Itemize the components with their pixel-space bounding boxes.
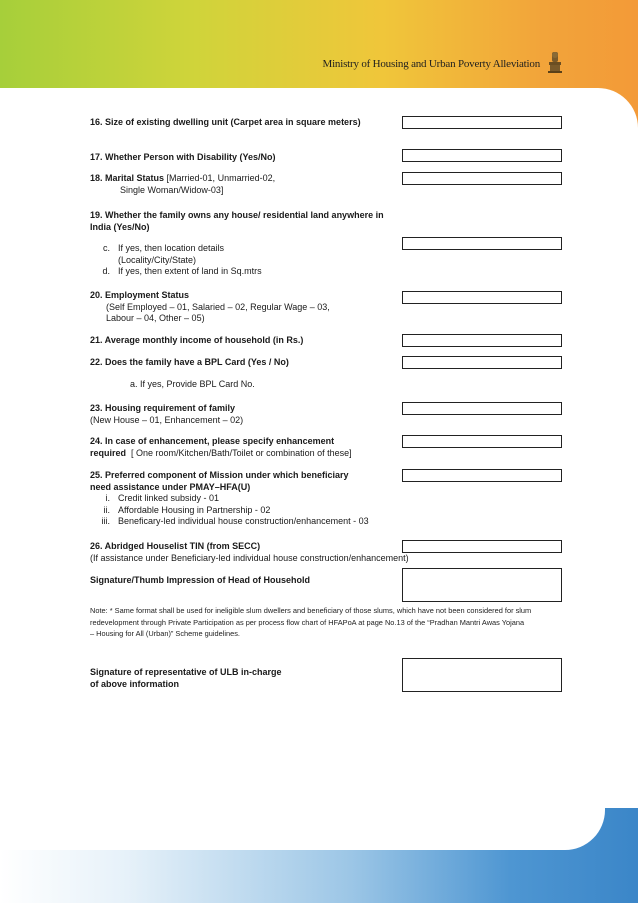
list-item: iii. Beneficary-led individual house construction/enhancement - 03 [101,516,369,526]
answer-field-18[interactable] [402,172,562,185]
question-24-label-2: required [90,447,127,458]
question-20-options-1: (Self Employed – 01, Salaried – 02, Regular Wage – 03, [106,301,330,312]
question-25-label: 25. Preferred component of Mission under which beneficiary [90,470,349,480]
question-23-options: (New House – 01, Enhancement – 02) [90,414,244,425]
signature-ulb-label-2: of above information [90,678,180,689]
question-18-options-1: [Married-01, Unmarried-02, [166,173,276,183]
question-25-label-2: need assistance under PMAY–HFA(U) [90,481,251,492]
question-26-label: 26. Abridged Houselist TIN (from SECC) [90,541,261,551]
question-19-label: 19. Whether the family owns any house/ residential land anywhere in India (Yes/No) [90,210,384,232]
page-body [0,88,638,848]
question-20-options-2: Labour – 04, Other – 05) [106,313,205,323]
question-19-c-text: If yes, then location details [118,243,225,253]
question-17 [90,152,410,164]
question-22-label: 22. Does the family have a BPL Card (Yes / No) [90,357,289,367]
page-number: 33 [538,842,548,853]
question-18 [90,173,410,196]
question-21 [90,335,410,347]
question-21-label: 21. Average monthly income of household (in Rs.) [90,335,304,345]
question-18-options-2: Single Woman/Widow-03] [120,184,224,195]
question-16 [90,117,410,129]
question-22 [90,357,410,369]
footnote-line-1: Note: * Same format shall be used for ineligible slum dwellers and beneficiary of those slums, which have not been considered for slum [90,606,532,615]
answer-field-22[interactable] [402,356,562,369]
question-19-c-text-2: (Locality/City/State) [118,254,197,265]
answer-field-21[interactable] [402,334,562,347]
question-26-detail: (If assistance under Beneficiary-led individual house construction/enhancement) [90,552,409,563]
question-23 [90,403,410,426]
answer-field-25[interactable] [402,469,562,482]
answer-field-26[interactable] [402,540,562,553]
answer-field-23[interactable] [402,402,562,415]
question-24-options: [ One room/Kitchen/Bath/Toilet or combination of these] [131,447,352,458]
signature-ulb-label: Signature of representative of ULB in-charge [90,667,282,677]
question-16-label: 16. Size of existing dwelling unit (Carpet area in square meters) [90,117,361,127]
answer-field-24[interactable] [402,435,562,448]
signature-ulb-section [90,667,410,690]
signature-head-box[interactable] [402,568,562,602]
question-19-c [90,243,410,278]
question-24 [90,436,420,459]
question-17-label: 17. Whether Person with Disability (Yes/No) [90,152,276,162]
answer-field-19[interactable] [402,237,562,250]
question-22-a [90,379,410,391]
ministry-title: Ministry of Housing and Urban Poverty Alleviation [322,58,540,70]
answer-field-16[interactable] [402,116,562,129]
question-20-label: 20. Employment Status [90,290,190,300]
national-emblem-icon [546,50,564,74]
footnote-line-2: redevelopment through Private Participation as per process flow chart of HFAPoA at page No.13 of the “Pradhan Mantri Awas Yojana [90,617,525,627]
signature-ulb-box[interactable] [402,658,562,692]
footnote-line-3: – Housing for All (Urban)” Scheme guidelines. [90,629,240,638]
footnote [90,605,562,640]
answer-field-17[interactable] [402,149,562,162]
question-19 [90,210,390,233]
list-marker: c. [102,243,110,253]
question-20 [90,290,410,325]
question-25 [90,470,420,528]
answer-field-20[interactable] [402,291,562,304]
footer-page-edge [0,780,605,850]
signature-head-section [90,575,410,587]
list-marker: d. [102,266,110,276]
question-23-label: 23. Housing requirement of family [90,403,236,413]
signature-head-label: Signature/Thumb Impression of Head of Household [90,575,311,585]
question-26 [90,541,420,564]
question-22-a-text: a. If yes, Provide BPL Card No. [130,379,255,389]
list-item: ii. Affordable Housing in Partnership - 02 [103,504,271,515]
list-item: i. Credit linked subsidy - 01 [105,493,220,503]
question-18-label: 18. Marital Status [90,173,165,183]
question-24-label: 24. In case of enhancement, please specify enhancement [90,436,335,446]
question-19-d-text: If yes, then extent of land in Sq.mtrs [118,266,262,276]
